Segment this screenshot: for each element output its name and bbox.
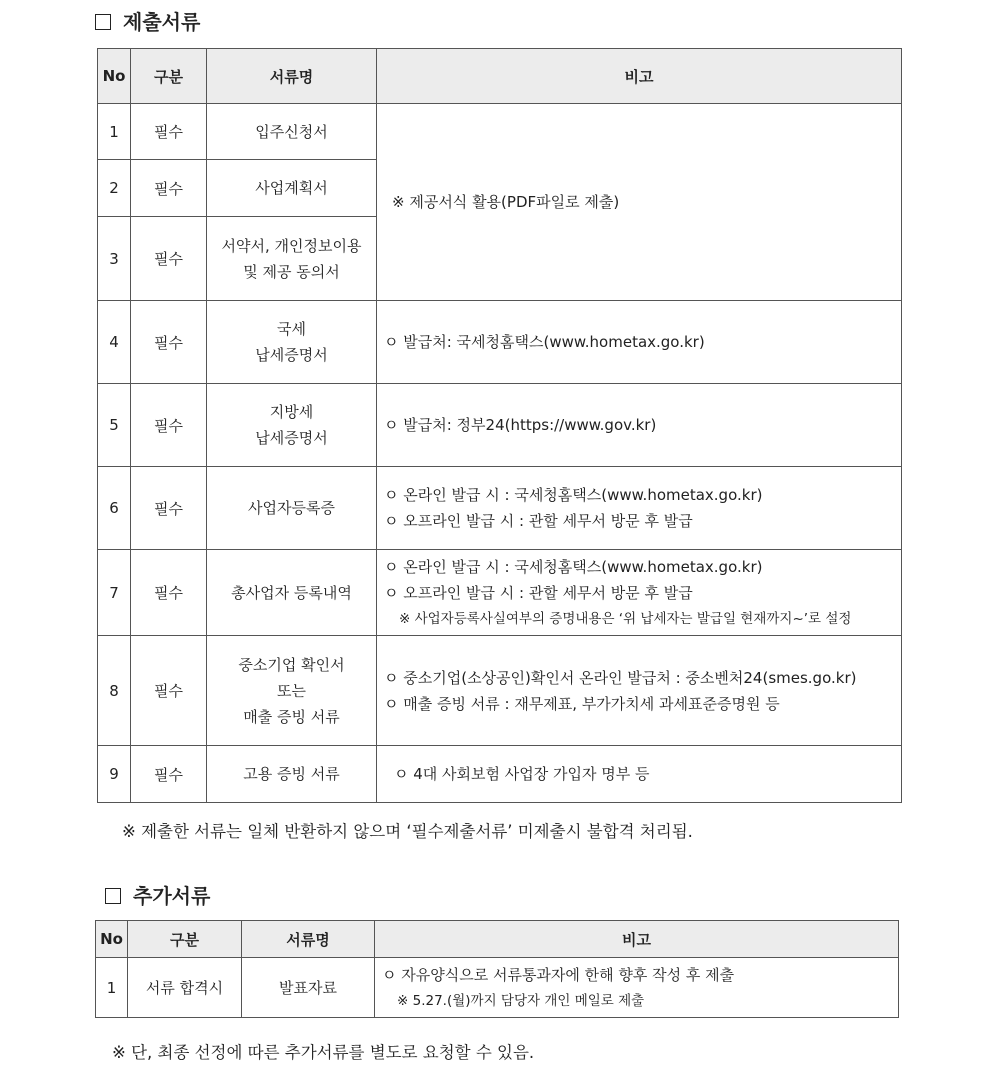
row-category: 필수 [131, 550, 207, 636]
doc-name-line: 매출 증빙 서류 [243, 707, 340, 726]
table-row [98, 104, 902, 160]
doc-name-line: 지방세 [269, 403, 314, 421]
doc-name-line: 및 제공 동의서 [243, 262, 340, 281]
row-remarks [377, 301, 902, 384]
header-doc-name: 서류명 [242, 921, 375, 958]
table-header-row [98, 49, 902, 104]
row-remarks [375, 958, 899, 1018]
doc-name-line: 서약서, 개인정보이용 [221, 236, 362, 255]
table-header-row [96, 921, 899, 958]
row-doc-name [207, 746, 377, 803]
section-title-required-docs [95, 6, 200, 35]
row-remarks [377, 467, 902, 550]
row-no: 8 [98, 636, 131, 746]
row-category: 필수 [131, 384, 207, 467]
additional-docs-footnote: ※ 단, 최종 선정에 따른 추가서류를 별도로 요청할 수 있음. [112, 1043, 535, 1062]
table-row [98, 746, 902, 803]
remark-subnote: ※ 사업자등록사실여부의 증명내용은 ‘위 납세자는 발급일 현재까지~’로 설정 [399, 610, 852, 627]
doc-name-line: 총사업자 등록내역 [231, 583, 352, 602]
required-documents-table [97, 48, 902, 803]
doc-name-line: 사업자등록증 [248, 499, 335, 517]
row-doc-name [207, 104, 377, 160]
row-remarks-merged [377, 104, 902, 301]
header-category: 구분 [128, 921, 242, 958]
table-row [98, 384, 902, 467]
remark-line: ㅇ 중소기업(소상공인)확인서 온라인 발급처 : 중소벤처24(smes.go.kr) [384, 668, 857, 687]
section-title-additional-docs [105, 880, 210, 909]
row-doc-name [207, 301, 377, 384]
row-remarks [377, 746, 902, 803]
header-no: No [96, 921, 128, 958]
doc-name-line: 고용 증빙 서류 [243, 765, 340, 783]
remark-line: ※ 제공서식 활용(PDF파일로 제출) [392, 193, 620, 211]
doc-name-line: 납세증명서 [255, 346, 328, 364]
row-category: 필수 [131, 160, 207, 217]
row-doc-name [207, 384, 377, 467]
checkbox-square-icon [95, 14, 111, 30]
doc-name-line: 중소기업 확인서 [238, 655, 345, 674]
header-no: No [98, 49, 131, 104]
row-doc-name [207, 550, 377, 636]
table-row [98, 636, 902, 746]
remark-line: ㅇ 온라인 발급 시 : 국세청홈택스(www.hometax.go.kr) [384, 557, 763, 576]
table-row [98, 301, 902, 384]
row-doc-name [207, 467, 377, 550]
row-doc-name [207, 160, 377, 217]
table-row [98, 467, 902, 550]
header-category: 구분 [131, 49, 207, 104]
row-category: 서류 합격시 [128, 958, 242, 1018]
table-row [96, 958, 899, 1018]
table-row [98, 550, 902, 636]
row-doc-name [207, 636, 377, 746]
checkbox-square-icon [105, 888, 121, 904]
row-remarks [377, 550, 902, 636]
header-remarks: 비고 [375, 921, 899, 958]
row-category: 필수 [131, 746, 207, 803]
row-doc-name [207, 217, 377, 301]
additional-documents-table [95, 920, 899, 1018]
row-category: 필수 [131, 217, 207, 301]
header-doc-name: 서류명 [207, 49, 377, 104]
row-no: 9 [98, 746, 131, 803]
doc-name-line: 국세 [277, 320, 306, 338]
remark-line: ㅇ 발급처: 정부24(https://www.gov.kr) [384, 416, 657, 434]
header-remarks: 비고 [377, 49, 902, 104]
doc-name-line: 또는 [277, 681, 306, 700]
row-no: 6 [98, 467, 131, 550]
remark-line: ㅇ 오프라인 발급 시 : 관할 세무서 방문 후 발급 [384, 512, 693, 530]
row-no: 1 [96, 958, 128, 1018]
section-title-text: 추가서류 [133, 884, 211, 908]
row-category: 필수 [131, 636, 207, 746]
row-doc-name: 발표자료 [242, 958, 375, 1018]
doc-name-line: 사업계획서 [255, 179, 328, 197]
remark-line: ㅇ 오프라인 발급 시 : 관할 세무서 방문 후 발급 [384, 583, 693, 602]
row-no: 2 [98, 160, 131, 217]
remark-line: ㅇ 매출 증빙 서류 : 재무제표, 부가가치세 과세표준증명원 등 [384, 694, 780, 713]
remark-subnote: ※ 5.27.(월)까지 담당자 개인 메일로 제출 [397, 992, 645, 1009]
row-no: 5 [98, 384, 131, 467]
row-category: 필수 [131, 104, 207, 160]
row-remarks [377, 384, 902, 467]
doc-name-line: 입주신청서 [255, 122, 328, 141]
remark-line: ㅇ 4대 사회보험 사업장 가입자 명부 등 [394, 765, 650, 783]
section-title-text: 제출서류 [123, 10, 201, 34]
row-no: 7 [98, 550, 131, 636]
row-remarks [377, 636, 902, 746]
remark-line: ㅇ 온라인 발급 시 : 국세청홈택스(www.hometax.go.kr) [384, 486, 763, 504]
required-docs-footnote: ※ 제출한 서류는 일체 반환하지 않으며 ‘필수제출서류’ 미제출시 불합격 처리됨. [122, 822, 693, 841]
remark-line: ㅇ 발급처: 국세청홈택스(www.hometax.go.kr) [384, 333, 705, 351]
row-no: 4 [98, 301, 131, 384]
doc-name-line: 납세증명서 [255, 429, 328, 447]
row-no: 1 [98, 104, 131, 160]
row-no: 3 [98, 217, 131, 301]
remark-line: ㅇ 자유양식으로 서류통과자에 한해 향후 작성 후 제출 [382, 965, 735, 984]
row-category: 필수 [131, 301, 207, 384]
row-category: 필수 [131, 467, 207, 550]
